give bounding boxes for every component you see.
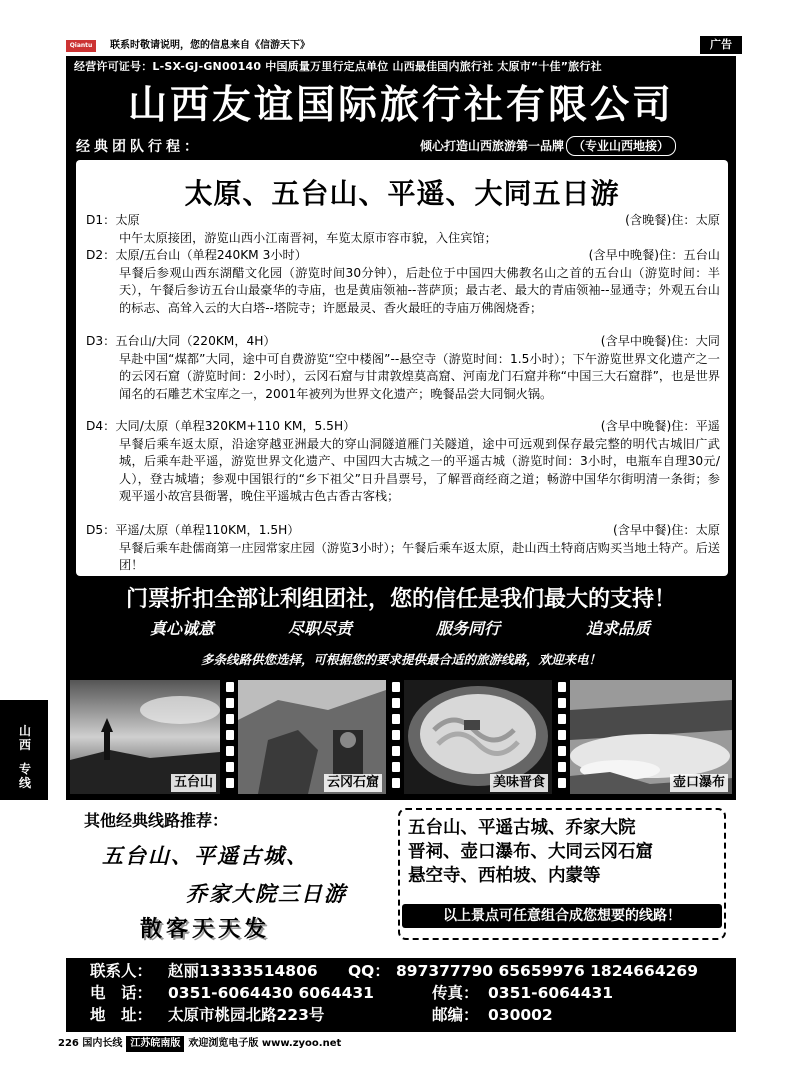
- slogan: [420, 136, 676, 156]
- contact-label: 联系人：: [90, 962, 153, 980]
- side-tab: [0, 700, 48, 800]
- postcode: 030002: [488, 1006, 553, 1024]
- motto-row: [66, 616, 736, 642]
- company-name: 山西友谊国际旅行社有限公司: [127, 83, 674, 128]
- day-meals: (含早中晚餐)住：平遥: [600, 419, 720, 433]
- qq-label: QQ：: [348, 962, 390, 980]
- scenic-line: 悬空寺、西柏坡、内蒙等: [408, 866, 601, 886]
- publication-logo: Qiantu: [66, 40, 96, 52]
- day-route: D1：太原: [86, 213, 140, 227]
- phone-label: 电 话：: [90, 984, 153, 1002]
- phone-number: 0351-6064430 6064431: [168, 984, 374, 1002]
- page-number: 226 国内长线: [58, 1038, 123, 1049]
- postcode-label: 邮编：: [432, 1006, 479, 1024]
- qq-numbers: 897377790 65659976 1824664269: [396, 962, 698, 980]
- scenic-note: 以上景点可任意组合成您想要的线路！: [402, 904, 722, 928]
- day-meals: (含晚餐)住：太原: [625, 213, 720, 227]
- discount-banner: 门票折扣全部让利组团社，您的信任是我们最大的支持！: [125, 586, 676, 612]
- day-description: 早餐后乘车赴儒商第一庄园常家庄园（游览3小时）；午餐后乘车返太原，赴山西土特商店购买当地土特产。后送团！: [119, 540, 720, 572]
- slogan-badge: （专业山西地接）: [566, 136, 676, 156]
- address-label: 地 址：: [90, 1006, 153, 1024]
- itinerary-day-4: [86, 418, 720, 506]
- day-description: 早餐后参观山西东湖醋文化园（游览时间30分钟），后赴位于中国四大佛教名山之首的五台山（游览时间：半天），午餐后参访五台山最豪华的寺庙，也是黄庙领袖--菩萨顶；最古老、最大的青庙领袖--显通寺；外观五台山的标志、高耸入云的大白塔--塔院寺；许愿最灵、香火最旺的寺庙万佛阁烧香；: [119, 265, 720, 315]
- tour-label: 经典团队行程：: [76, 139, 202, 155]
- other-routes-heading: 其他经典线路推荐：: [84, 811, 229, 830]
- itinerary-day-5: [86, 522, 720, 575]
- scenic-line: 晋祠、壶口瀑布、大同云冈石窟: [408, 842, 653, 862]
- recommended-route-line2: 乔家大院三日游: [186, 881, 347, 906]
- license-line: 经营许可证号：L-SX-GJ-GN00140 中国质量万里行定点单位 山西最佳国内旅行社 太原市“十佳”旅行社: [74, 60, 602, 73]
- day-meals: (含早中晚餐)住：大同: [600, 334, 720, 348]
- side-tab-line1: 山西: [18, 724, 31, 752]
- photo-caption: 美味晋食: [490, 774, 548, 792]
- film-holes: [389, 676, 403, 798]
- contact-person: 赵丽13333514806: [168, 962, 318, 980]
- route-choice-line: 多条线路供您选择，可根据您的要求提供最合适的旅游线路，欢迎来电！: [200, 652, 601, 667]
- day-route: D4：大同/太原（单程320KM+110 KM，5.5H）: [86, 419, 356, 433]
- address: 太原市桃园北路223号: [168, 1006, 325, 1024]
- slogan-text: 倾心打造山西旅游第一品牌: [420, 139, 565, 153]
- motto: 尽职尽责: [288, 619, 353, 638]
- side-tab-line2: 专线: [18, 762, 31, 790]
- recommended-route-line1: 五台山、平遥古城、: [102, 843, 309, 868]
- photo-yungang: [238, 680, 386, 794]
- motto: 追求品质: [586, 619, 651, 638]
- day-route: D5：平遥/太原（单程110KM，1.5H）: [86, 523, 300, 537]
- itinerary-day-3: [86, 333, 720, 403]
- photo-caption: 五台山: [171, 774, 216, 792]
- photo-wutaishan: [70, 680, 220, 794]
- day-route: D2：太原/五台山（单程240KM 3小时）: [86, 248, 307, 262]
- day-description: 早餐后乘车返太原，沿途穿越亚洲最大的穿山洞隧道雁门关隧道，途中可远观到保存最完整的明代古城旧广武城，后乘车赴平遥，游览世界文化遗产、中国四大古城之一的平遥古城（游览时间：3小时，电瓶车自理30元/人），登古城墙；参观中国银行的“乡下祖父”日升昌票号，了解晋商经商之道；畅游中国华尔街明清一条街；参观平遥小故宫县衙署，晚住平遥城古色古香古客栈；: [119, 436, 720, 503]
- itinerary-day-1: [86, 212, 720, 247]
- fax-number: 0351-6064431: [488, 984, 614, 1002]
- ad-tag: 广告: [700, 36, 742, 54]
- motto: 真心诚意: [150, 619, 215, 638]
- fax-label: 传真：: [432, 984, 479, 1002]
- film-holes: [223, 676, 237, 798]
- photo-caption: 云冈石窟: [324, 774, 382, 792]
- motto: 服务同行: [436, 619, 501, 638]
- day-meals: (含早中餐)住：太原: [612, 523, 720, 537]
- top-notice-bar: [66, 36, 736, 56]
- edition-badge: 江苏皖南版: [126, 1036, 184, 1052]
- photo-hukou: [570, 680, 732, 794]
- photo-food: [404, 680, 552, 794]
- top-notice-text: 联系时敬请说明，您的信息来自《信游天下》: [110, 40, 310, 51]
- day-route: D3：五台山/大同（220KM，4H）: [86, 334, 276, 348]
- page-footer: [58, 1036, 341, 1052]
- itinerary-day-2: [86, 247, 720, 317]
- photo-caption: 壶口瀑布: [670, 774, 728, 792]
- itinerary-title: 太原、五台山、平遥、大同五日游: [184, 177, 620, 210]
- day-meals: (含早中晚餐)住：五台山: [588, 248, 720, 262]
- footer-text[interactable]: 欢迎浏览电子版 www.zyoo.net: [188, 1038, 342, 1049]
- film-holes: [555, 676, 569, 798]
- day-description: 早赴中国“煤都”大同，途中可自费游览“空中楼阁”--悬空寺（游览时间：1.5小时）；下午游览世界文化遗产之一的云冈石窟（游览时间：2小时），云冈石窟与甘肃敦煌莫高窟、河南龙门石窟并称“中国三大石窟群”，也是世界闻名的石雕艺术宝库之一，2001年被列为世界文化遗产；晚餐品尝大同铜火锅。: [119, 351, 720, 401]
- scenic-line: 五台山、平遥古城、乔家大院: [408, 818, 636, 838]
- daily-departure: 散客天天发: [140, 917, 271, 942]
- day-description: 中午太原接团，游览山西小江南晋祠，车览太原市容市貌，入住宾馆；: [119, 230, 497, 245]
